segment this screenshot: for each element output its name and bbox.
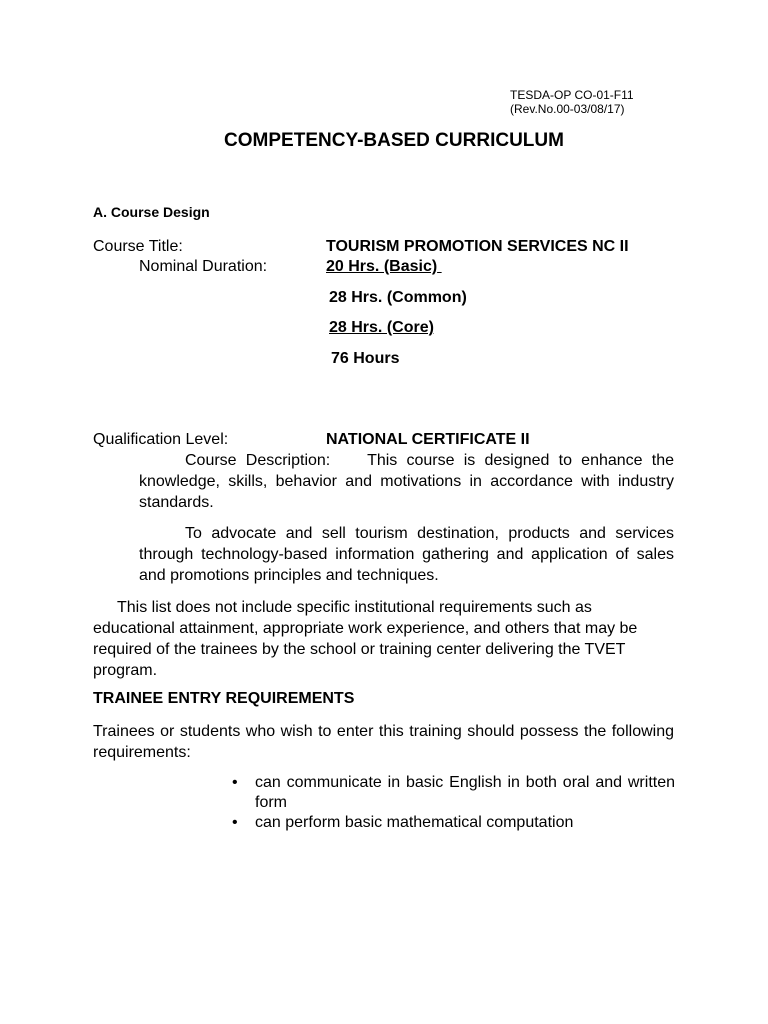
course-description-label: Course Description: — [185, 452, 331, 469]
course-description-paragraph-2: To advocate and sell tourism destination, products and services through technology-based information gathering and application of sales and promotions principles and techniques. — [139, 525, 674, 584]
list-item — [232, 813, 675, 833]
duration-core: 28 Hrs. (Core) — [329, 319, 434, 336]
course-description-text: This course is designed to enhance the knowledge, skills, behavior and motivations in accordance with industry standards. — [139, 452, 675, 511]
course-title-label: Course Title: — [93, 238, 183, 255]
form-code-block — [510, 88, 634, 116]
qualification-level-value: NATIONAL CERTIFICATE II — [326, 431, 530, 448]
bullet-icon: • — [232, 774, 238, 791]
form-code: TESDA-OP CO-01-F11 — [510, 88, 634, 102]
duration-total: 76 Hours — [331, 350, 400, 367]
revision-number: (Rev.No.00-03/08/17) — [510, 102, 625, 116]
requirement-text: can perform basic mathematical computation — [255, 814, 574, 831]
duration-common: 28 Hrs. (Common) — [329, 289, 467, 306]
nominal-duration-label: Nominal Duration: — [139, 258, 268, 275]
trainee-entry-intro: Trainees or students who wish to enter this training should possess the following requirements: — [93, 723, 674, 761]
section-heading-course-design: A. Course Design — [93, 204, 210, 220]
course-description — [139, 450, 674, 513]
bullet-icon: • — [232, 814, 238, 831]
requirements-list — [232, 773, 675, 833]
trainee-entry-heading: TRAINEE ENTRY REQUIREMENTS — [93, 690, 355, 707]
institutional-requirements-note: This list does not include specific institutional requirements such as educational attainment, appropriate work experience, and others that may be required of the trainees by the school or training center delivering the TVET program. — [93, 599, 638, 679]
document-title: COMPETENCY-BASED CURRICULUM — [224, 130, 564, 151]
duration-basic: 20 Hrs. (Basic) — [326, 258, 438, 275]
qualification-level-label: Qualification Level: — [93, 431, 229, 448]
course-title-value: TOURISM PROMOTION SERVICES NC II — [326, 238, 629, 255]
list-item — [232, 773, 675, 813]
requirement-text: can communicate in basic English in both oral and written form — [255, 774, 675, 811]
